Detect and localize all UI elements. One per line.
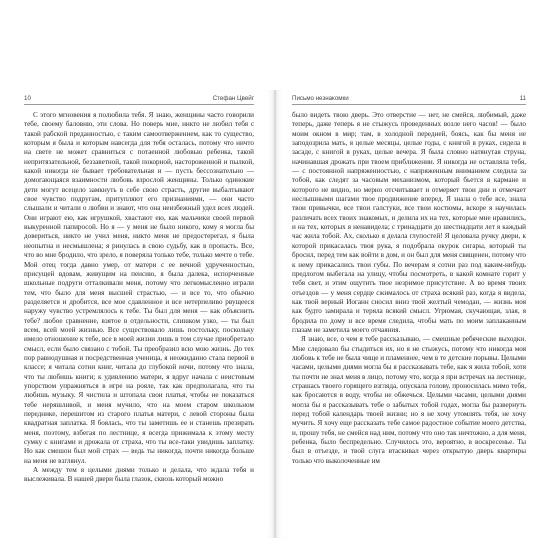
left-running-header xyxy=(24,94,254,105)
left-page-number: 10 xyxy=(24,95,31,102)
left-running-head: Стефан Цвейг xyxy=(212,95,254,102)
right-page-number: 11 xyxy=(519,95,526,102)
paragraph: было видеть твою дверь. Это отверстие — нет, не смейся, любимый, даже теперь, даже теперь я не стыжусь проведенных возле него часов! — было моим окном в мир; там, в холодной передней, боясь, как бы меня не заподозрила мать, я целые месяцы, целые годы, с книгой в руках, сидела в засаде, с книгой в руках, целые вечера. Я была словно натянутая струна, начинавшая дрожать при твоем приближении. Я никогда не оставляла тебя, — с постоянной напряженностью, с напряженным вниманием следила за тобой, как следят за часовым механизмом, который бьется в кармане и которого не видно, но мерно отсчитывает и отмеряет твои дни и отмечает неслышными шагами твое продвижение вперед. Я знала о тебе все, знала твои привычки, все твои галстуки, все твои костюмы, вскоре я научилась различать всех твоих знакомых, и делила их на тех, которые мне нравились, и на тех, которых я ненавидела; с тринадцати до шестнадцати лет я каждый час жила тобой. Ах, сколько я делала глупостей! Я целовала ручку двери, к которой прикасалась твоя рука, я подобрала окурок сигары, который ты бросил, перед тем как войти в дом, и он был для меня священен, потому что к нему прикасались твои губы. По вечерам я сотни раз под каким-нибудь предлогом выбегала на улицу, чтобы посмотреть, в какой комнате горит у тебя свет, и этим ощутить твое незримое присутствие. А во время твоих отъездов — у меня сердце сжималось от страха всякий раз, когда я видела, как твой верный Иоганн сносил вниз твой желтый чемодан, — жизнь моя как будто замирала и теряла всякий смысл. Угрюмая, скучающая, злая, я бродила по дому и все время следила, чтобы мать по моим заплаканным глазам не заметила моего отчаяния. xyxy=(292,111,526,334)
paragraph: А между тем я целыми днями только и делала, что ждала тебя и выслеживала. В нашей двери была глазок, сквозь который можно xyxy=(24,466,254,484)
right-running-header xyxy=(292,94,526,105)
right-running-head: Письмо незнакомки xyxy=(292,95,349,102)
paragraph: С этого мгновения я полюбила тебя. Я знаю, женщины часто говорили тебе, своему баловню, эти слова. Но поверь мне, никто не любил тебя с такой рабской преданностью, с таким самоотвержением, как то существо, которым я была и которым навсегда для тебя осталась, потому что ничто на свете не может сравниться с потаенной любовью ребенка, такой непритязательной, беззаветной, такой покорной, настороженной и пылкой, какой никогда не бывает требовательная и — пусть бессознательно — домогающаяся взаимности любовь взрослой женщины. Только одинокие дети могут всецело замкнуть в себе свою страсть, другие выбалтывают свое чувство подругам, притупляют его признаниями, — они часто слышали и читали о любви и знают, что она неизбежный удел всех людей. Они играют ею, как игрушкой, хвастают ею, как мальчики своей первой выкуренной папиросой. Но я — у меня не было никого, кому я могла бы довериться, никто не учил меня, никто меня не предостерегал, я была неопытна и несмышлена; я ринулась в свою судьбу, как в пропасть. Все, что во мне бродило, что зрело, я поверяла только тебе, только мечте о тебе. Мой отец тогда давно умер, от матери с ее вечной удрученностью, присущей вдовам, живущим на пенсию, я была далека, испорченные школьные подруги отталкивали меня, потому что легкомысленно играли тем, что было для меня высшей страстью, — и все то, что обычно разделяется и дробится, все мое сдавленное и все нетерпеливо рвущееся наружу чувство устремлялось к тебе. Ты был для меня — как объяснить тебе? любое сравнение, взятое в отдельности, слишком узко, — ты был всем, всей моей жизнью. Все существовало лишь постольку, поскольку имело отношение к тебе, все в моей жизни лишь в том случае приобретало смысл, если было связано с тобой. Ты преобразил всю мою жизнь. До тех пор равнодушная и посредственная ученица, я неожиданно стала первой в классе; я читала сотни книг, читала до глубокой ночи, потому что знала, что ты любишь книги; к удивлению матери, я вдруг начала с неистовым упорством упражняться в игре на рояле, так как предполагала, что ты любишь музыку. Я чистила и штопала свои платья, чтобы не показаться тебе неряшливой, и меня мучило, что на моем старом школьном переднике, перешитом из старого платья матери, с левой стороны была квадратная заплатка. Я боялась, что ты заметишь ее и станешь презирать меня, поэтому, взбегая по лестнице, я всегда прижимала к этому месту сумку с книгами и дрожала от страха, что ты все-таки увидишь заплатку. Но как смешон был мой страх — ведь ты никогда, почти никогда больше на меня не взглянул. xyxy=(24,111,254,465)
paragraph: Я знаю, все, о чем я тебе рассказываю, — смешные ребяческие выходки. Мне следовало бы стыдиться их, но я не стыжусь, потому что никогда моя любовь к тебе не была чище и пламеннее, чем в те детские порывы. Целыми часами, целыми днями могла бы я рассказывать тебе, как я жила тобой, хотя ты почти не знал меня в лицо, потому что, когда я при встречах на лестнице, страшась твоего горящего взгляда, опускала голову, проносилась мимо тебя, как бросаются в воду, чтобы не обжечься. Целыми часами, целыми днями могла бы я рассказывать тебе о забытых тобой годах, могла бы развернуть перед тобой календарь твоей жизни; но я не хочу утомлять тебя, не хочу мучить. Я хочу еще рассказать тебе самое радостное событие моего детства, и, прошу тебя, не смейся над ним, потому что оно так ничтожно, а для меня, ребенка, было беспредельно. Случилось это, вероятно, в воскресенье. Ты был в отъезде, и твой слуга втаскивал через открытую дверь квартиры только что выколоченные им xyxy=(292,335,526,465)
book-gutter xyxy=(274,90,276,538)
right-body-text xyxy=(292,111,526,466)
left-body-text xyxy=(24,111,254,485)
